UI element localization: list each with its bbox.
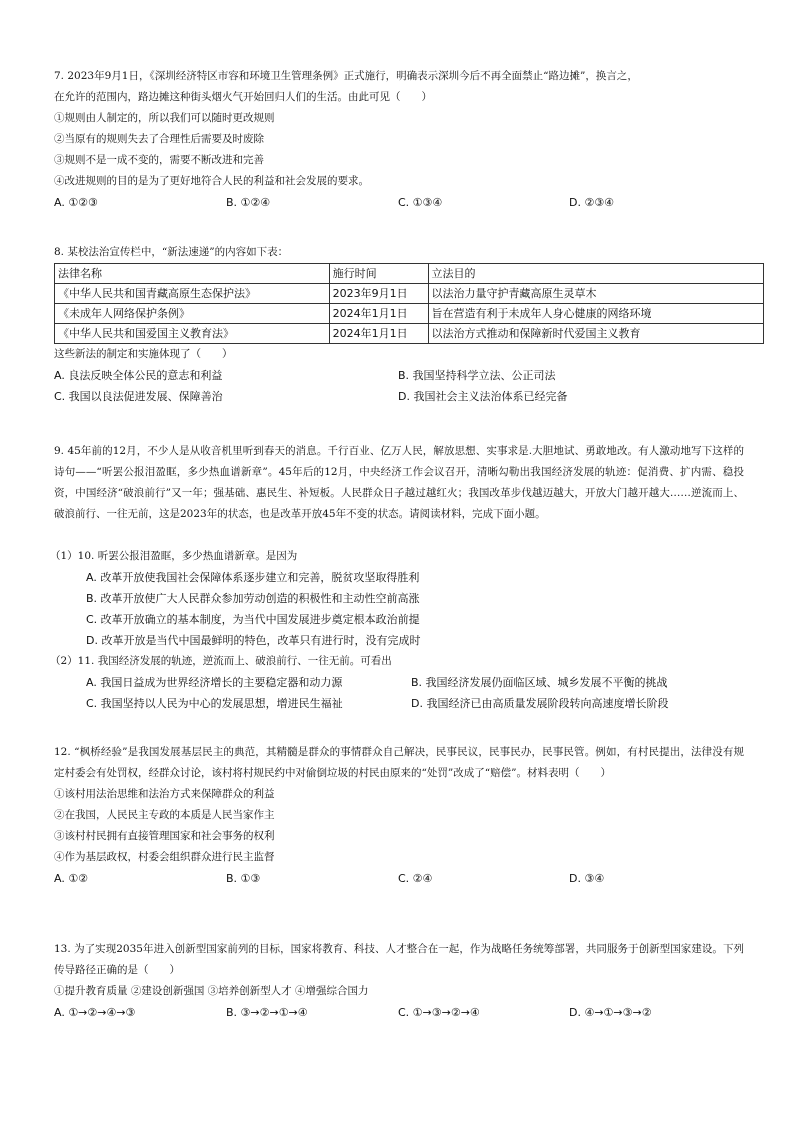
new-laws-table [54,263,764,344]
q13-items: ①提升教育质量 ②建设创新强国 ③培养创新型人才 ④增强综合国力 [54,985,369,997]
q12-passage: 12. “枫桥经验”是我国发展基层民主的典范，其精髓是群众的事情群众自己解决，民事民议，民事民办，民事民管。例如，有村民提出，法律没有规定村委会有处罚权，经群众讨论，该村将村规民约中对偷倒垃圾的村民由原来的“处罚”改成了“赔偿”。材料表明（ ） [54,746,744,779]
q13-passage: 13. 为了实现2035年进入创新型国家前列的目标，国家将教育、科技、人才整合在一起，作为战略任务统筹部署，共同服务于创新型国家建设。下列传导路径正确的是（ ） [54,943,744,976]
q13-option-c[interactable]: C. ①→③→②→④ [398,1006,480,1019]
table-cell: 2023年9月1日 [329,284,428,304]
q10-option-b[interactable]: B. 改革开放使广大人民群众参加劳动创造的积极性和主动性空前高涨 [86,592,420,605]
q7-statement-3: ③规则不是一成不变的，需要不断改进和完善 [54,154,264,166]
q7-statement-4: ④改进规则的目的是为了更好地符合人民的利益和社会发展的要求。 [54,175,369,187]
question-13 [54,939,744,1023]
table-row [55,284,764,304]
q13-option-d[interactable]: D. ④→①→③→② [569,1006,652,1019]
q8-option-a[interactable]: A. 良法反映全体公民的意志和利益 [54,369,223,382]
q8-option-c[interactable]: C. 我国以良法促进发展、保障善治 [54,390,223,403]
q12-option-d[interactable]: D. ③④ [569,872,605,885]
q8-option-b[interactable]: B. 我国坚持科学立法、公正司法 [398,369,556,382]
q12-option-c[interactable]: C. ②④ [398,872,433,885]
q13-option-b[interactable]: B. ③→②→①→④ [226,1006,308,1019]
table-header-cell: 法律名称 [55,264,330,284]
q12-option-b[interactable]: B. ①③ [226,872,261,885]
q10-stem: （1）10. 听罢公报泪盈眶，多少热血谱新章。是因为 [50,550,298,562]
q8-stem: 8. 某校法治宣传栏中，“新法速递”的内容如下表： [54,246,289,258]
q8-option-d[interactable]: D. 我国社会主义法治体系已经完备 [398,390,568,403]
table-header-cell: 施行时间 [329,264,428,284]
q7-stem-line2: 在允许的范围内，路边摊这种街头烟火气开始回归人们的生活。由此可见（ ） [54,91,432,103]
q12-statement-2: ②在我国，人民民主专政的本质是人民当家作主 [54,809,275,821]
q12-statement-4: ④作为基层政权，村委会组织群众进行民主监督 [54,851,275,863]
table-cell: 旨在营造有利于未成年人身心健康的网络环境 [428,304,763,324]
question-10 [50,546,740,651]
q11-option-c[interactable]: C. 我国坚持以人民为中心的发展思想，增进民生福祉 [86,697,343,710]
q8-options-row1 [54,365,766,386]
q12-statement-1: ①该村用法治思维和法治方式来保障群众的利益 [54,788,275,800]
table-cell: 以法治力量守护青藏高原生灵草木 [428,284,763,304]
q7-stem-line1: 7. 2023年9月1日，《深圳经济特区市容和环境卫生管理条例》正式施行，明确表示深圳今后不再全面禁止“路边摊”，换言之， [54,70,638,82]
q11-option-d[interactable]: D. 我国经济已由高质量发展阶段转向高速度增长阶段 [411,697,669,710]
table-cell: 《中华人民共和国青藏高原生态保护法》 [55,284,330,304]
q10-option-c[interactable]: C. 改革开放确立的基本制度，为当代中国发展进步奠定根本政治前提 [86,613,420,626]
q7-option-a[interactable]: A. ①②③ [54,196,98,209]
q10-option-a[interactable]: A. 改革开放使我国社会保障体系逐步建立和完善，脱贫攻坚取得胜利 [86,571,420,584]
q12-options [54,868,744,889]
q8-options-row2 [54,386,766,407]
question-9 [54,441,744,525]
q10-options [50,567,740,651]
q7-statement-1: ①规则由人制定的，所以我们可以随时更改规则 [54,112,275,124]
q8-question: 这些新法的制定和实施体现了（ ） [54,348,233,360]
q12-option-a[interactable]: A. ①② [54,872,89,885]
q11-stem: （2）11. 我国经济发展的轨迹，逆流而上、破浪前行、一往无前。可看出 [50,655,392,667]
q10-option-d[interactable]: D. 改革开放是当代中国最鲜明的特色，改革只有进行时，没有完成时 [86,634,421,647]
q11-option-b[interactable]: B. 我国经济发展仍面临区域、城乡发展不平衡的挑战 [411,676,668,689]
q11-options-row2 [86,693,750,714]
question-7 [54,66,744,213]
table-cell: 2024年1月1日 [329,324,428,344]
table-cell: 《未成年人网络保护条例》 [55,304,330,324]
q7-option-c[interactable]: C. ①③④ [398,196,443,209]
q9-passage: 9. 45年前的12月，不少人是从收音机里听到春天的消息。千行百业、亿万人民，解放思想、实事求是.大胆地试、勇敢地改。有人激动地写下这样的诗句——“听罢公报泪盈眶，多少热血谱新章”。45年后的12月，中央经济工作会议召开，清晰勾勒出我国经济发展的轨迹：促消费、扩内需、稳投资，中国经济“破浪前行”又一年；强基础、惠民生、补短板。人民群众日子越过越红火；我国改革步伐越迈越大，开放大门越开越大……逆流而上、破浪前行、一往无前，这是2023年的状态，也是改革开放45年不变的状态。请阅读材料，完成下面小题。 [54,445,744,520]
q7-options [54,192,744,213]
table-row [55,324,764,344]
q7-statement-2: ②当原有的规则失去了合理性后需要及时废除 [54,133,264,145]
q11-option-a[interactable]: A. 我国日益成为世界经济增长的主要稳定器和动力源 [86,676,343,689]
q7-option-d[interactable]: D. ②③④ [569,196,615,209]
q11-options-row1 [86,672,750,693]
table-cell: 《中华人民共和国爱国主义教育法》 [55,324,330,344]
question-12 [54,742,744,889]
table-header-row [55,264,764,284]
question-11 [50,651,750,714]
q12-statement-3: ③该村村民拥有直接管理国家和社会事务的权利 [54,830,275,842]
table-row [55,304,764,324]
q7-option-b[interactable]: B. ①②④ [226,196,271,209]
table-header-cell: 立法目的 [428,264,763,284]
table-cell: 以法治方式推动和保障新时代爱国主义教育 [428,324,763,344]
q13-options [54,1002,744,1023]
question-8 [54,242,766,407]
table-cell: 2024年1月1日 [329,304,428,324]
q13-option-a[interactable]: A. ①→②→④→③ [54,1006,136,1019]
